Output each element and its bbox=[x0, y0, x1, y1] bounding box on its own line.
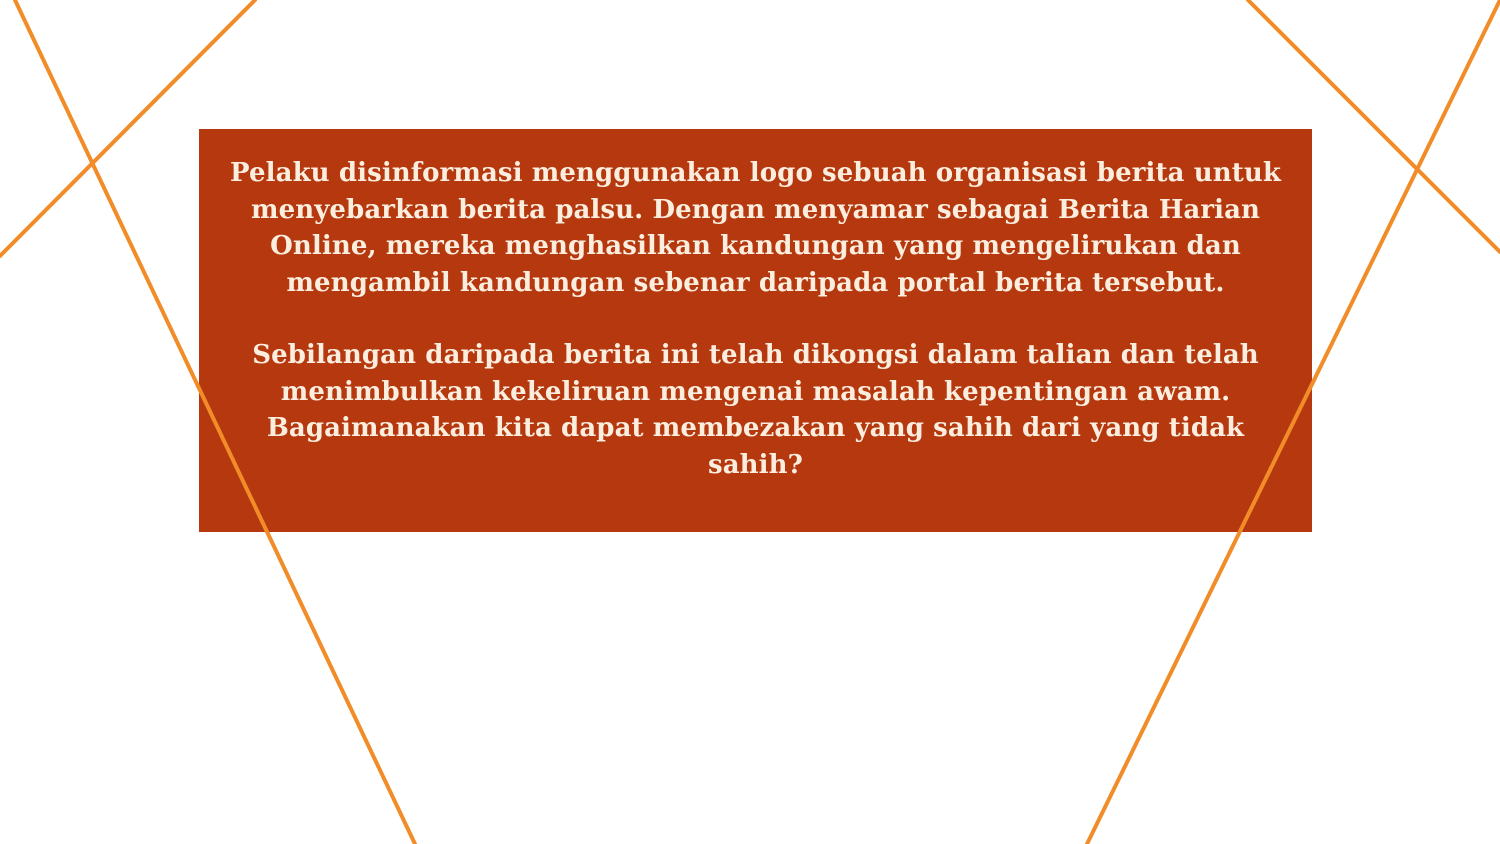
paragraph-1: Pelaku disinformasi menggunakan logo sebuah organisasi berita untuk menyebarkan berita palsu. Dengan menyamar sebagai Berita Harian Online, mereka menghasilkan kandungan yang mengelirukan dan mengambil kandungan sebenar daripada portal berita tersebut. bbox=[230, 158, 1281, 298]
text-box bbox=[199, 129, 1312, 532]
paragraph-2: Sebilangan daripada berita ini telah dikongsi dalam talian dan telah menimbulkan kekeliruan mengenai masalah kepentingan awam. Bagaimanakan kita dapat membezakan yang sahih dari yang tidak sahih? bbox=[252, 340, 1259, 480]
